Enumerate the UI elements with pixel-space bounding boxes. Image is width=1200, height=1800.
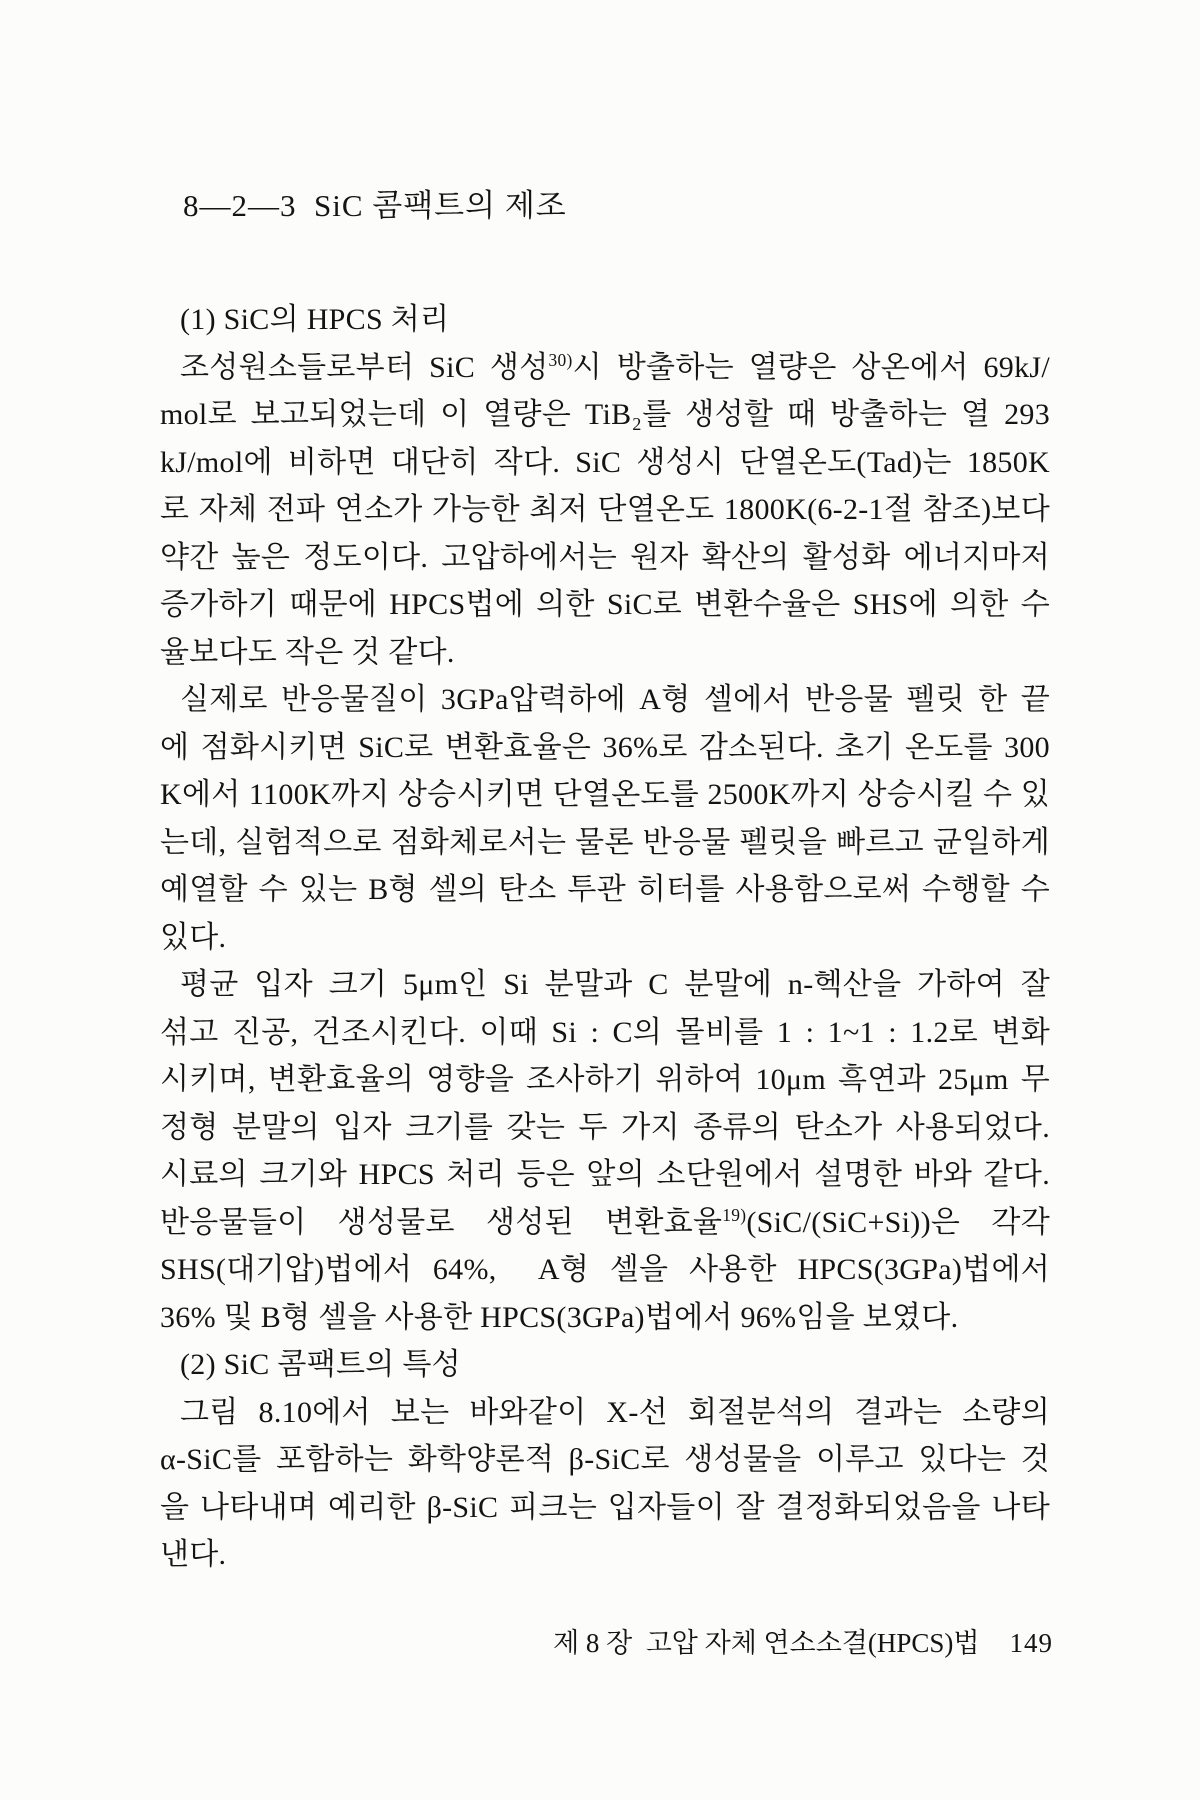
paragraph-3-line: SHS(대기압)법에서 64%, A형 셀을 사용한 HPCS(3GPa)법에서 [160, 1253, 1050, 1286]
paragraph-1-line: 로 자체 전파 연소가 가능한 최저 단열온도 1800K(6-2-1절 참조)보다 [160, 493, 1050, 526]
text-segment: (SiC/(SiC+Si))은 각각 [746, 1205, 1050, 1239]
paragraph-2-line: 있다. [160, 920, 227, 954]
paragraph-2-line: 는데, 실험적으로 점화체로서는 물론 반응물 펠릿을 빠르고 균일하게 [160, 825, 1050, 859]
footnote-ref-30: 30) [548, 349, 573, 370]
text-segment: 조성원소들로부터 SiC 생성 [180, 350, 549, 384]
page-footer [160, 1592, 1053, 1694]
text-segment: 반응물들이 생성물로 생성된 변환효율 [160, 1205, 723, 1239]
subsection-2-heading: (2) SiC 콤팩트의 특성 [180, 1348, 461, 1381]
paragraph-1-line: 증가하기 때문에 HPCS법에 의한 SiC로 변환수율은 SHS에 의한 수 [160, 588, 1050, 621]
footer-chapter-label: 제 8 장 고압 자체 연소소결(HPCS)법 [553, 1628, 980, 1658]
body-text [160, 296, 1050, 1579]
footer-page-number: 149 [1009, 1628, 1053, 1658]
paragraph-3-line: 정형 분말의 입자 크기를 갖는 두 가지 종류의 탄소가 사용되었다. [160, 1110, 1050, 1144]
paragraph-4-line: 그림 8.10에서 보는 바와같이 X-선 회절분석의 결과는 소량의 [180, 1395, 1050, 1429]
paragraph-1-line: 약간 높은 정도이다. 고압하에서는 원자 확산의 활성화 에너지마저 [160, 540, 1050, 574]
paragraph-3-line: 시키며, 변환효율의 영향을 조사하기 위하여 10μm 흑연과 25μm 무 [160, 1063, 1050, 1096]
paragraph-3-line: 평균 입자 크기 5μm인 Si 분말과 C 분말에 n-헥산을 가하여 잘 [180, 968, 1050, 1001]
paragraph-4-line: 을 나타내며 예리한 β-SiC 피크는 입자들이 잘 결정화되었음을 나타 [160, 1490, 1050, 1524]
paragraph-2-line: 에 점화시키면 SiC로 변환효율은 36%로 감소된다. 초기 온도를 300 [160, 730, 1050, 764]
text-segment: 시 방출하는 열량은 상온에서 69kJ/ [572, 350, 1050, 384]
paragraph-4-line: α-SiC를 포함하는 화학양론적 β-SiC로 생성물을 이루고 있다는 것 [160, 1443, 1050, 1476]
paragraph-2-line: 예열할 수 있는 B형 셀의 탄소 투관 히터를 사용함으로써 수행할 수 [160, 873, 1050, 906]
paragraph-3-line [160, 1199, 1050, 1247]
footnote-ref-19: 19) [722, 1204, 747, 1225]
section-heading: 8—2—3 SiC 콤팩트의 제조 [183, 188, 567, 223]
paragraph-4-line: 낸다. [160, 1538, 227, 1571]
paragraph-3-line: 36% 및 B형 셀을 사용한 HPCS(3GPa)법에서 96%임을 보였다. [160, 1300, 959, 1334]
paragraph-1-line: mol로 보고되었는데 이 열량은 TiB₂를 생성할 때 방출하는 열 293 [160, 398, 1050, 431]
paragraph-2-line: K에서 1100K까지 상승시키면 단열온도를 2500K까지 상승시킬 수 있 [160, 778, 1050, 811]
subsection-1-heading: (1) SiC의 HPCS 처리 [180, 303, 450, 336]
paragraph-1-line: kJ/mol에 비하면 대단히 작다. SiC 생성시 단열온도(Tad)는 1850K [160, 445, 1050, 479]
paragraph-3-line: 시료의 크기와 HPCS 처리 등은 앞의 소단원에서 설명한 바와 같다. [160, 1158, 1050, 1191]
paragraph-2-line: 실제로 반응물질이 3GPa압력하에 A형 셀에서 반응물 펠릿 한 끝 [180, 683, 1050, 716]
paragraph-1-line: 율보다도 작은 것 같다. [160, 635, 455, 669]
paragraph-1-line [160, 344, 1050, 392]
paragraph-3-line: 섞고 진공, 건조시킨다. 이때 Si : C의 몰비를 1 : 1~1 : 1.2로 변화 [160, 1015, 1050, 1049]
